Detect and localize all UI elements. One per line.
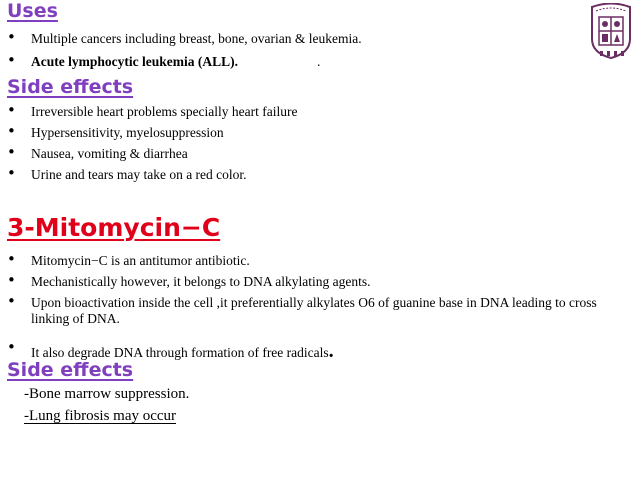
mitomycin-heading: 3-Mitomycin−C (7, 213, 221, 242)
bullet: • (7, 122, 16, 140)
uses-item-text: Multiple cancers including breast, bone, ovarian & leukemia. (31, 31, 362, 46)
side-effects-heading: Side effects (7, 359, 134, 381)
institution-emblem-icon (586, 3, 636, 61)
mitomycin-item-text: Mitomycin−C is an antitumor antibiotic. (31, 253, 250, 268)
bullet: • (7, 51, 16, 69)
bullet: • (7, 271, 16, 289)
side-effect-text: Nausea, vomiting & diarrhea (31, 146, 188, 161)
bullet: • (7, 338, 16, 356)
side-effects-heading: Side effects (7, 76, 134, 98)
sentence-period: . (328, 340, 334, 362)
mitomycin-item-text: Upon bioactivation inside the cell ,it preferentially alkylates O6 of guanine base in DNA leading to cross linking of DNA. (31, 295, 597, 326)
side-effect-line: -Bone marrow suppression. (24, 386, 190, 402)
bullet: • (7, 101, 16, 119)
side-effect-text: Urine and tears may take on a red color. (31, 167, 247, 182)
trailing-dot: . (317, 54, 321, 69)
uses-item-text: Acute lymphocytic leukemia (ALL). (31, 54, 238, 69)
side-effect-text: Hypersensitivity, myelosuppression (31, 125, 224, 140)
mitomycin-item-text (31, 341, 334, 361)
uses-heading: Uses (7, 0, 58, 22)
side-effect-line (24, 409, 176, 424)
side-effect-text: Irreversible heart problems specially heart failure (31, 104, 298, 119)
bullet: • (7, 28, 16, 46)
mitomycin-item-content: It also degrade DNA through formation of free radicals (31, 345, 329, 360)
bullet: • (7, 143, 16, 161)
bullet: • (7, 292, 16, 310)
bullet: • (7, 250, 16, 268)
mitomycin-item-text: Mechanistically however, it belongs to DNA alkylating agents. (31, 274, 371, 289)
bullet: • (7, 164, 16, 182)
side-effect-line-text: -Lung fibrosis may occur (24, 408, 177, 424)
